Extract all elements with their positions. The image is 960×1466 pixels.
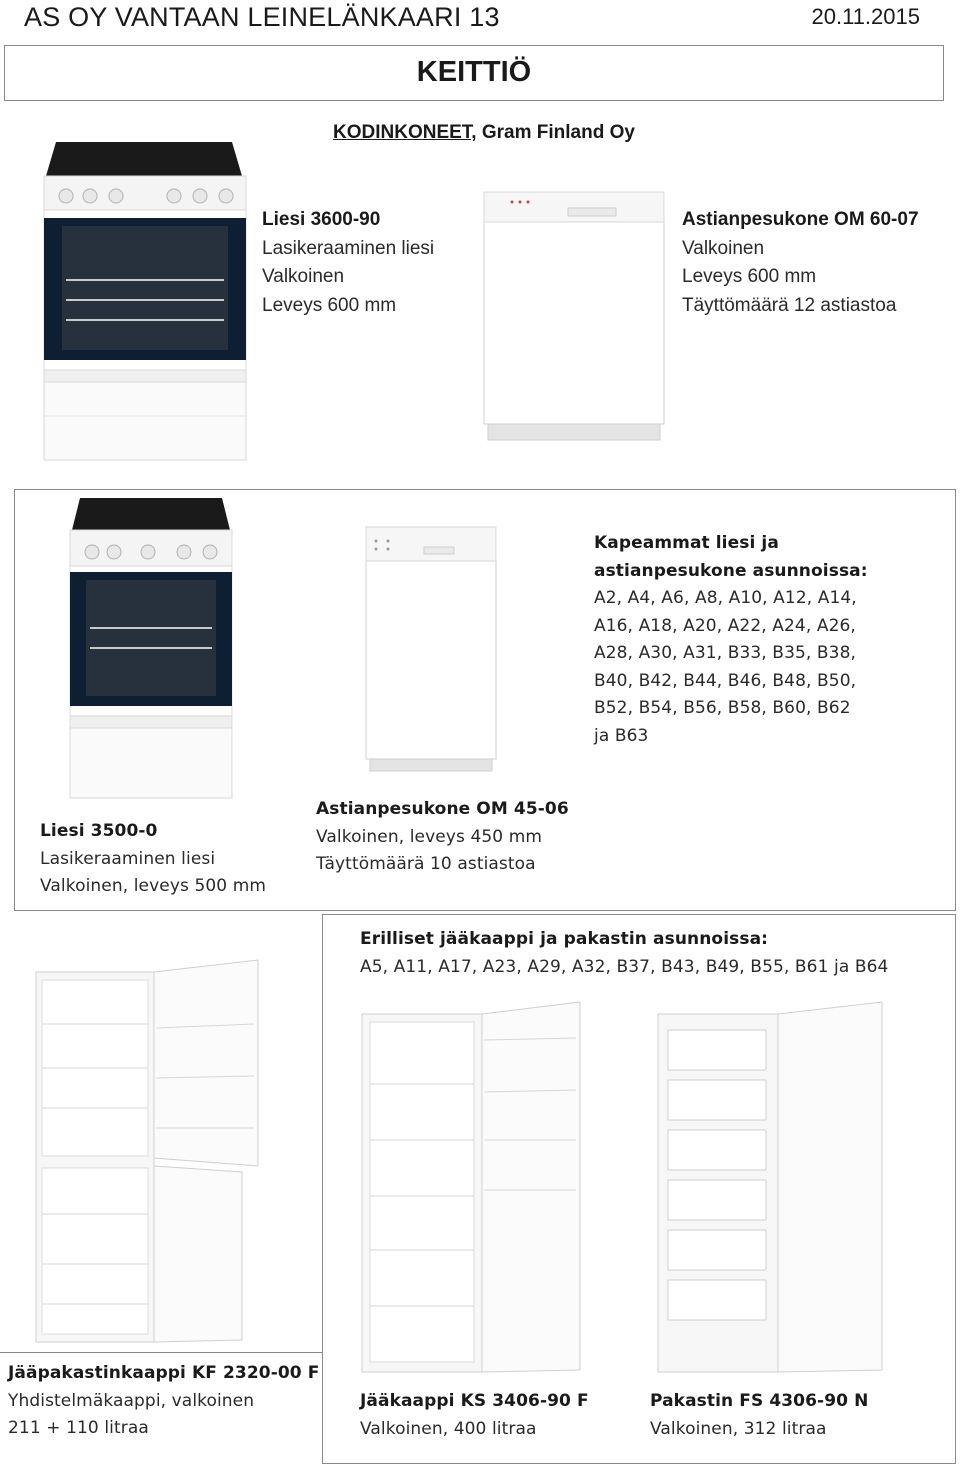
supplier-name: Gram Finland Oy (476, 122, 635, 143)
document-title: AS OY VANTAAN LEINELÄNKAARI 13 (24, 2, 500, 32)
stove-500-line: Valkoinen, leveys 500 mm (40, 876, 267, 896)
stove-600-line: Valkoinen (262, 266, 345, 287)
dishwasher-600-name: Astianpesukone OM 60-07 (682, 209, 919, 230)
fridge-note-line: A5, A11, A17, A23, A29, A32, B37, B43, B49, B55, B61 ja B64 (360, 956, 889, 977)
fridge-freezer-line: Yhdistelmäkaappi, valkoinen (8, 1390, 255, 1411)
freezer-line: Valkoinen, 312 litraa (650, 1418, 827, 1439)
stove-600-spec (262, 206, 434, 320)
freezer-image (654, 1000, 886, 1376)
fridge-freezer-spec (8, 1360, 319, 1443)
narrow-note-line: B40, B42, B44, B46, B48, B50, (594, 670, 857, 691)
dishwasher-450-line: Valkoinen, leveys 450 mm (316, 826, 543, 847)
stove-600-name: Liesi 3600-90 (262, 209, 381, 230)
dishwasher-600-line: Täyttömäärä 12 astiastoa (682, 294, 897, 316)
narrow-note-line: B52, B54, B56, B58, B60, B62 (594, 698, 851, 718)
narrow-note-line: ja B63 (594, 725, 649, 746)
dishwasher-450-spec (316, 796, 569, 879)
fridge-name: Jääkaappi KS 3406-90 F (360, 1391, 589, 1411)
fridge-freezer-line: 211 + 110 litraa (8, 1418, 149, 1438)
stove-500-spec (40, 818, 266, 901)
dishwasher-600-line: Leveys 600 mm (682, 266, 817, 287)
stove-600-image (42, 140, 248, 464)
narrow-note-heading: Kapeammat liesi ja (594, 533, 779, 553)
fridge-note (360, 926, 888, 981)
stove-500-image (68, 496, 236, 802)
supplier-prefix: KODINKONEET, (333, 122, 477, 143)
dishwasher-600-line: Valkoinen (682, 237, 765, 259)
dishwasher-600-image (482, 190, 666, 442)
narrow-note-line: A16, A18, A20, A22, A24, A26, (594, 615, 856, 636)
narrow-note-line: A2, A4, A6, A8, A10, A12, A14, (594, 588, 857, 608)
dishwasher-450-name: Astianpesukone OM 45-06 (316, 799, 569, 819)
document-date: 20.11.2015 (811, 4, 920, 29)
fridge-image (358, 1000, 584, 1376)
fridge-line: Valkoinen, 400 litraa (360, 1418, 537, 1439)
dishwasher-600-spec (682, 206, 919, 320)
fridge-freezer-name: Jääpakastinkaappi KF 2320-00 F (8, 1363, 320, 1383)
stove-500-line: Lasikeraaminen liesi (40, 848, 216, 869)
dishwasher-450-image (364, 525, 498, 773)
stove-500-name: Liesi 3500-0 (40, 821, 158, 841)
freezer-name: Pakastin FS 4306-90 N (650, 1391, 869, 1411)
narrow-note (594, 530, 868, 750)
narrow-note-heading: astianpesukone asunnoissa: (594, 560, 868, 581)
narrow-note-line: A28, A30, A31, B33, B35, B38, (594, 643, 857, 663)
fridge-spec (360, 1388, 589, 1443)
fridge-freezer-image (32, 958, 262, 1346)
section-title: KEITTIÖ (416, 56, 532, 88)
stove-600-line: Lasikeraaminen liesi (262, 237, 435, 259)
fridge-note-heading: Erilliset jääkaappi ja pakastin asunnoissa: (360, 929, 769, 949)
freezer-spec (650, 1388, 868, 1443)
stove-600-line: Leveys 600 mm (262, 294, 397, 316)
dishwasher-450-line: Täyttömäärä 10 astiastoa (316, 854, 536, 874)
